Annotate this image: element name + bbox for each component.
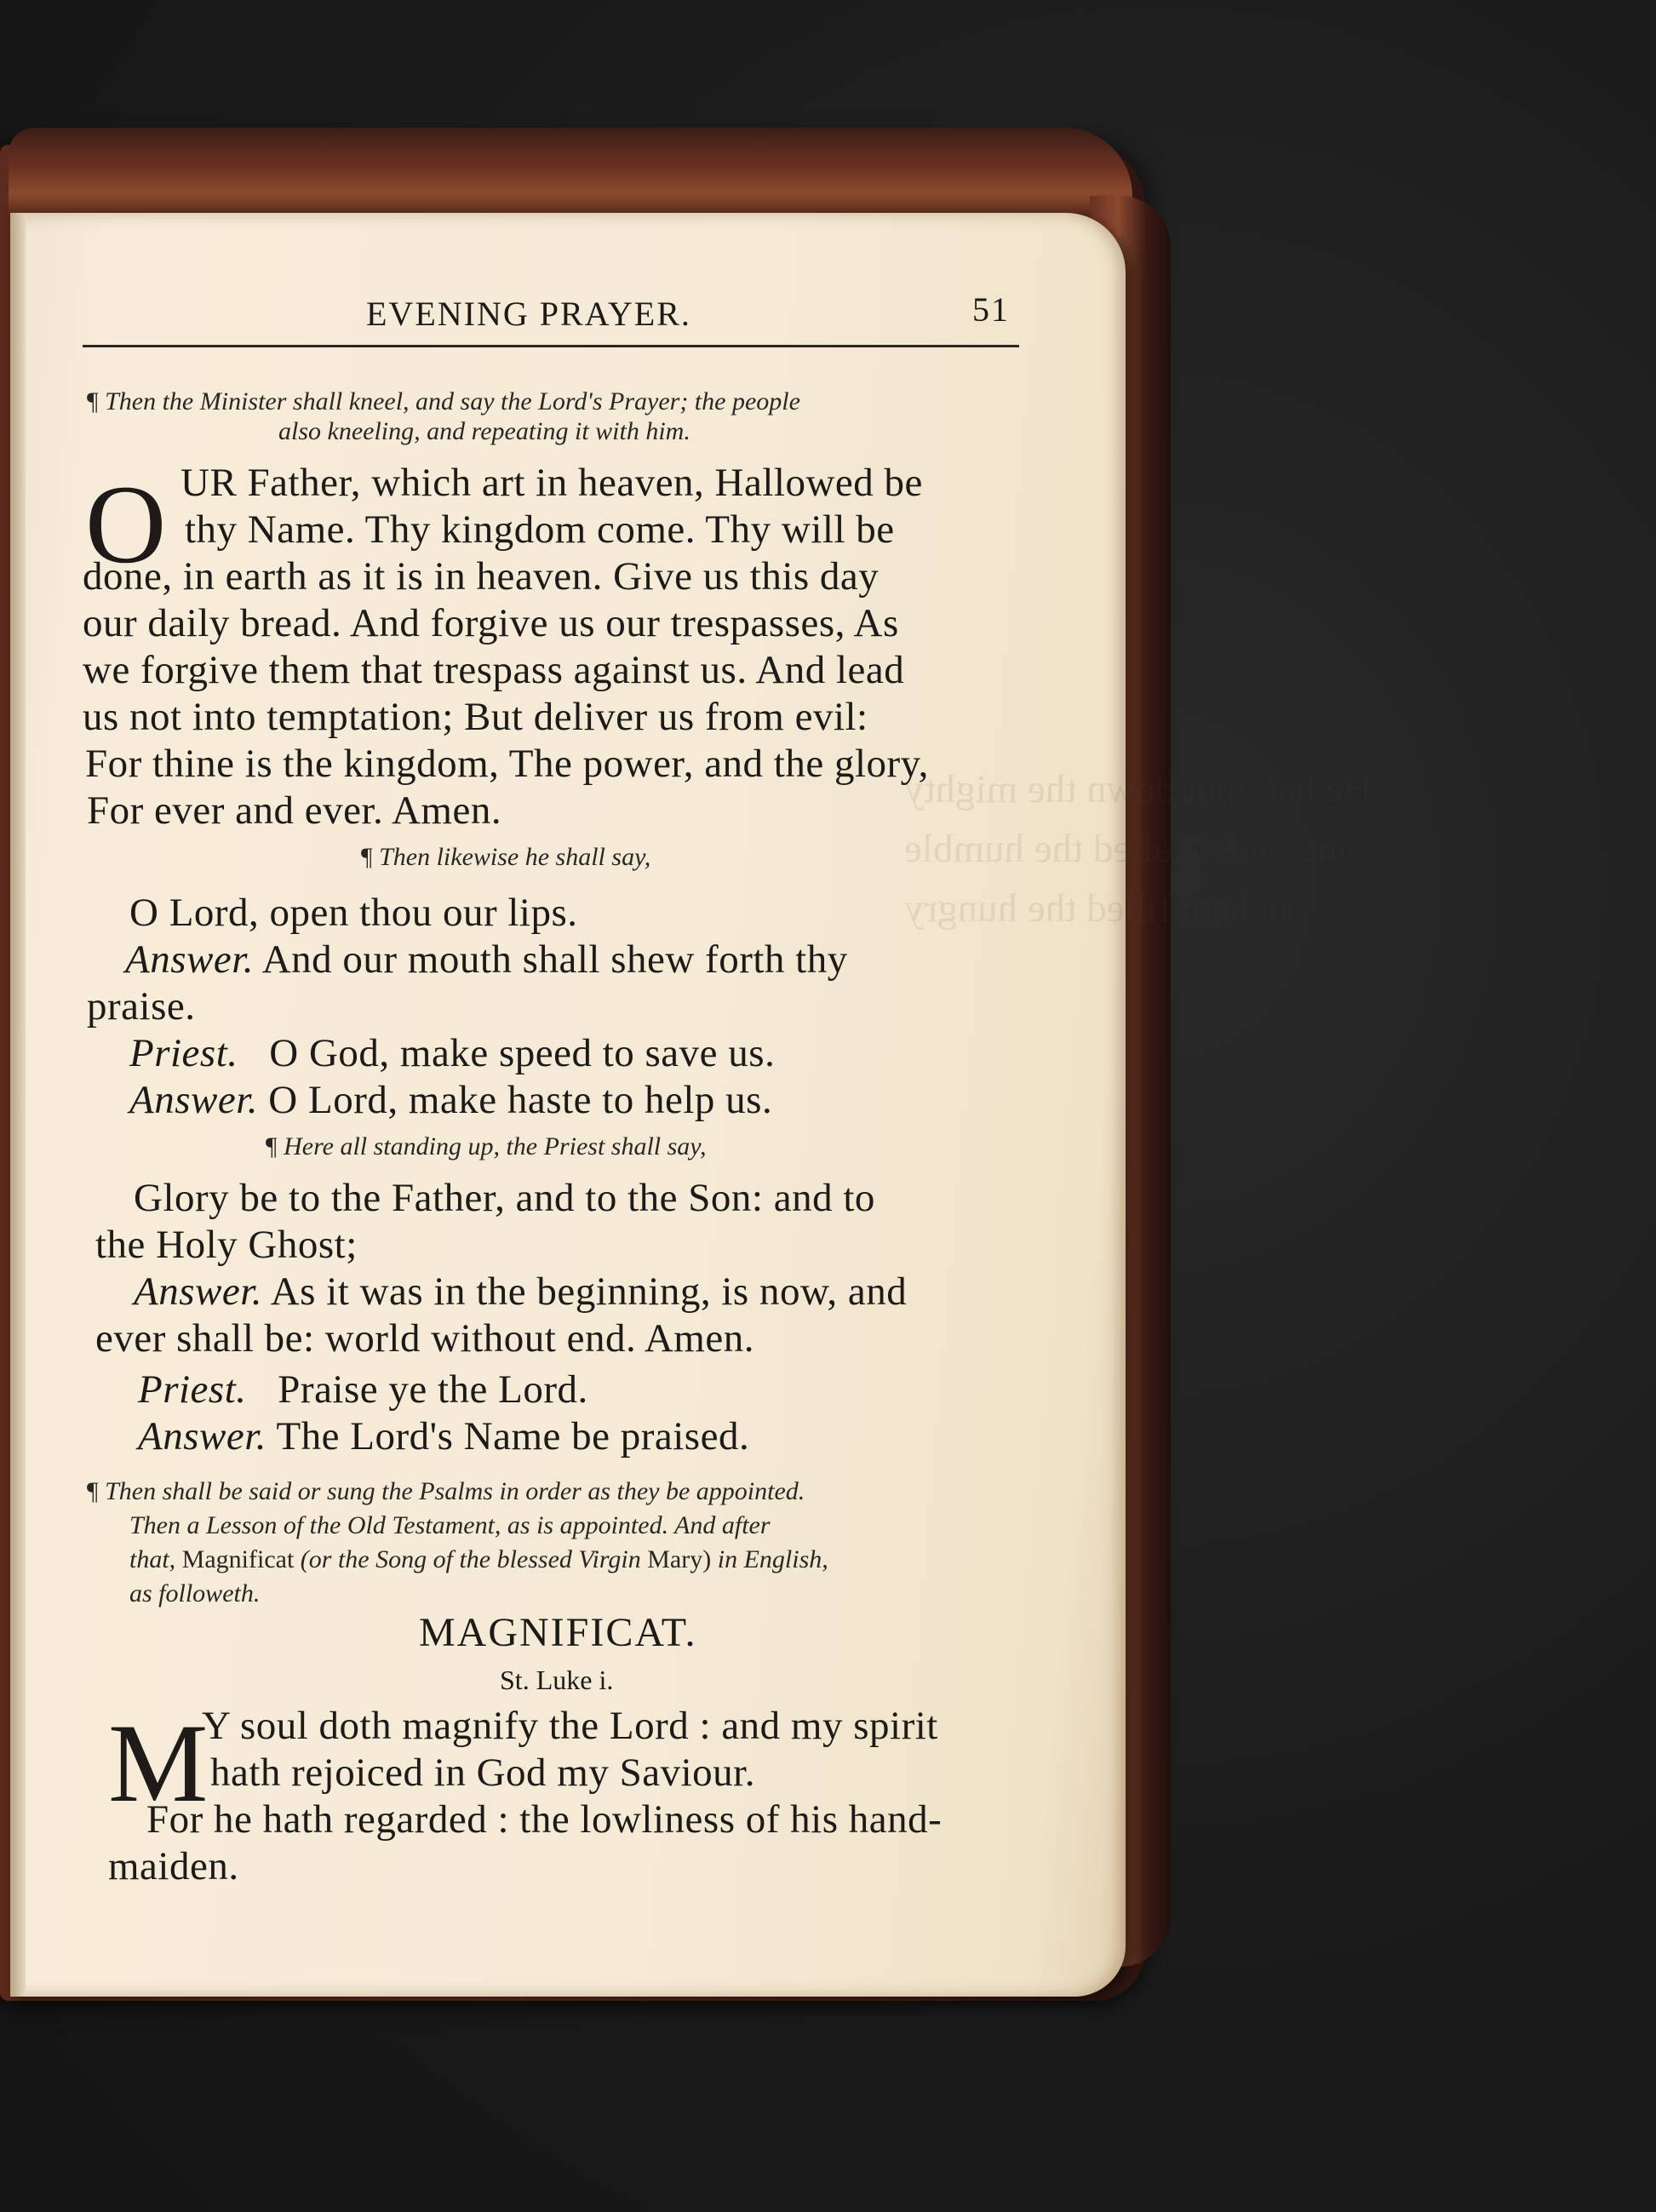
canticle-line: hath rejoiced in God my Saviour. [210,1751,755,1795]
versicle: O Lord, open thou our lips. [129,891,578,935]
prayer-line: For thine is the kingdom, The power, and the glory, [85,742,929,786]
versicle: Priest. Praise ye the Lord. [138,1367,588,1412]
prayer-line: our daily bread. And forgive us our trespasses, As [83,601,899,645]
response-continued: ever shall be: world without end. Amen. [95,1316,754,1361]
canticle-line: maiden. [108,1844,239,1888]
page-gutter [10,213,26,1997]
versicle: Priest. O God, make speed to save us. [129,1031,776,1075]
pilcrow-icon: ¶ [87,1477,99,1505]
scripture-reference: St. Luke i. [500,1665,614,1695]
section-title: MAGNIFICAT. [419,1610,697,1655]
rubric-4-line-1: ¶ Then shall be said or sung the Psalms in order as they be appointed. [87,1477,805,1505]
response: Answer. And our mouth shall shew forth thy [125,937,848,982]
running-head: EVENING PRAYER. [366,295,691,333]
drop-cap-o: O [85,461,167,587]
pilcrow-icon: ¶ [87,387,99,415]
gloria-line: Glory be to the Father, and to the Son: and to [134,1176,875,1220]
prayer-line: done, in earth as it is in heaven. Give us this day [83,554,880,599]
cover-top-edge [9,128,1132,221]
prayer-line: we forgive them that trespass against us. And lead [83,648,905,692]
pilcrow-icon: ¶ [361,843,373,871]
canticle-line: Y soul doth magnify the Lord : and my spirit [202,1704,938,1748]
rubric-4-line-4: as followeth. [129,1579,261,1607]
prayer-line: us not into temptation; But deliver us from evil: [83,695,868,739]
header-rule [83,345,1019,347]
prayer-line: UR Father, which art in heaven, Hallowed be [180,461,923,505]
response: Answer. O Lord, make haste to help us. [129,1078,773,1122]
bleed-through: He hath filled the hungry [904,886,1307,931]
response: Answer. As it was in the beginning, is now, and [134,1269,908,1314]
rubric-3: ¶ Here all standing up, the Priest shall say, [266,1132,707,1160]
response: Answer. The Lord's Name be praised. [138,1414,750,1458]
pilcrow-icon: ¶ [266,1132,278,1160]
gloria-line: the Holy Ghost; [95,1223,358,1267]
canticle-line: For he hath regarded : the lowliness of his hand- [146,1797,943,1842]
rubric-1-line-2: also kneeling, and repeating it with him. [278,417,690,445]
response-continued: praise. [87,984,196,1029]
rubric-4-line-2: Then a Lesson of the Old Testament, as is appointed. And after [129,1511,771,1539]
bleed-through: He hath put down the mighty [904,767,1372,811]
drop-cap-m: M [108,1700,209,1825]
book-page [10,213,1372,1997]
rubric-1-line-1: ¶ Then the Minister shall kneel, and say the Lord's Prayer; the people [87,387,800,415]
prayer-line: For ever and ever. Amen. [87,788,502,833]
rubric-2: ¶ Then likewise he shall say, [361,843,651,871]
bleed-through: and hath exalted the humble [904,827,1355,871]
prayer-line: thy Name. Thy kingdom come. Thy will be [185,507,895,552]
page-number: 51 [972,290,1010,329]
rubric-4-line-3: that, Magnificat (or the Song of the blessed Virgin Mary) in English, [129,1545,828,1573]
